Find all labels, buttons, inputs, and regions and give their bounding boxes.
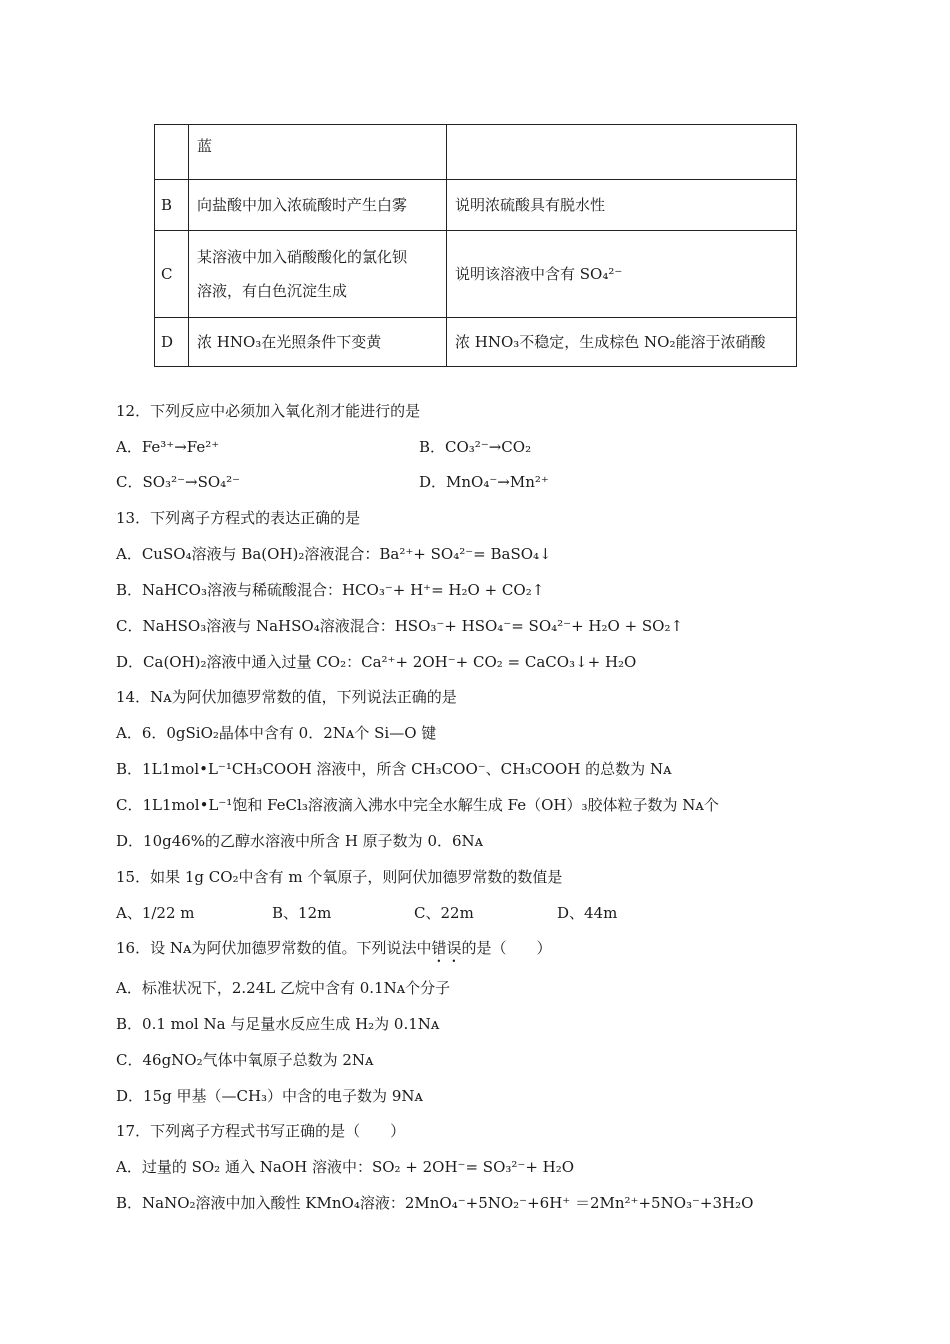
question-16-option-c: C．46gNO₂气体中氧原子总数为 2Nᴀ (116, 1051, 374, 1069)
question-13-option-c: C．NaHSO₃溶液与 NaHSO₄溶液混合：HSO₃⁻+ HSO₄⁻= SO₄²⁻+ H₂O + SO₂↑ (116, 617, 684, 635)
row-operation: 向盐酸中加入浓硫酸时产生白雾 (189, 180, 447, 231)
row-conclusion (447, 125, 797, 180)
question-17-stem: 17．下列离子方程式书写正确的是（ ） (116, 1122, 406, 1140)
row-operation: 蓝 (189, 125, 447, 180)
question-12-stem: 12．下列反应中必须加入氧化剂才能进行的是 (116, 402, 421, 420)
question-14-option-b: B．1L1mol•L⁻¹CH₃COOH 溶液中，所含 CH₃COO⁻、CH₃COOH 的总数为 Nᴀ (116, 760, 672, 778)
table-row (155, 231, 797, 318)
question-17-option-a: A．过量的 SO₂ 通入 NaOH 溶液中：SO₂ + 2OH⁻= SO₃²⁻+ H₂O (116, 1158, 575, 1176)
table-row (155, 125, 797, 180)
row-operation (189, 231, 447, 318)
question-14-stem: 14．Nᴀ为阿伏加德罗常数的值，下列说法正确的是 (116, 688, 457, 706)
question-16-stem-text: 的是（ ） (461, 939, 552, 957)
question-17-option-b: B．NaNO₂溶液中加入酸性 KMnO₄溶液：2MnO₄⁻+5NO₂⁻+6H⁺ ＝2Mn²⁺+5NO₃⁻+3H₂O (116, 1194, 754, 1212)
question-16-option-d: D．15g 甲基（—CH₃）中含的电子数为 9Nᴀ (116, 1087, 423, 1105)
question-12-option-d: D．MnO₄⁻→Mn²⁺ (419, 473, 549, 491)
row-operation-line: 溶液，有白色沉淀生成 (197, 282, 348, 300)
row-label: D (155, 318, 189, 367)
question-13-option-b: B．NaHCO₃溶液与稀硫酸混合：HCO₃⁻+ H⁺= H₂O + CO₂↑ (116, 581, 545, 599)
row-conclusion: 说明该溶液中含有 SO₄²⁻ (447, 231, 797, 318)
row-label: C (155, 231, 189, 318)
question-13-option-d: D．Ca(OH)₂溶液中通入过量 CO₂：Ca²⁺+ 2OH⁻+ CO₂ = CaCO₃↓+ H₂O (116, 653, 637, 671)
question-14-option-a: A．6．0gSiO₂晶体中含有 0．2Nᴀ个 Si—O 键 (116, 724, 437, 742)
row-conclusion: 浓 HNO₃不稳定，生成棕色 NO₂能溶于浓硝酸 (447, 318, 797, 367)
question-13-stem: 13．下列离子方程式的表达正确的是 (116, 509, 361, 527)
row-label: B (155, 180, 189, 231)
question-14-option-d: D．10g46%的乙醇水溶液中所含 H 原子数为 0．6Nᴀ (116, 832, 484, 850)
question-16-stem (116, 938, 552, 966)
question-16-stem-text: 16．设 Nᴀ为阿伏加德罗常数的值。下列说法中 (116, 939, 432, 957)
question-16-emphasis: 错误 (431, 939, 462, 957)
question-12-option-b: B．CO₃²⁻→CO₂ (419, 438, 532, 456)
question-13-option-a: A．CuSO₄溶液与 Ba(OH)₂溶液混合：Ba²⁺+ SO₄²⁻= BaSO₄↓ (116, 545, 552, 563)
question-12-option-c: C．SO₃²⁻→SO₄²⁻ (116, 473, 241, 491)
row-label (155, 125, 189, 180)
question-16-option-a: A．标准状况下，2.24L 乙烷中含有 0.1Nᴀ个分子 (116, 979, 451, 997)
question-15-stem: 15．如果 1g CO₂中含有 m 个氧原子，则阿伏加德罗常数的数值是 (116, 868, 563, 886)
row-conclusion: 说明浓硫酸具有脱水性 (447, 180, 797, 231)
question-15-option-b: B、12m (272, 904, 332, 922)
question-15-option-d: D、44m (557, 904, 618, 922)
question-15-option-a: A、1/22 m (116, 904, 195, 922)
table-row (155, 180, 797, 231)
row-operation-line: 某溶液中加入硝酸酸化的氯化钡 (197, 248, 408, 266)
question-16-option-b: B．0.1 mol Na 与足量水反应生成 H₂为 0.1Nᴀ (116, 1015, 440, 1033)
experiment-table (154, 124, 797, 367)
table-row (155, 318, 797, 367)
question-15-option-c: C、22m (414, 904, 474, 922)
question-12-option-a: A．Fe³⁺→Fe²⁺ (116, 438, 220, 456)
row-operation: 浓 HNO₃在光照条件下变黄 (189, 318, 447, 367)
question-14-option-c: C．1L1mol•L⁻¹饱和 FeCl₃溶液滴入沸水中完全水解生成 Fe（OH）₃胶体粒子数为 Nᴀ个 (116, 796, 719, 814)
